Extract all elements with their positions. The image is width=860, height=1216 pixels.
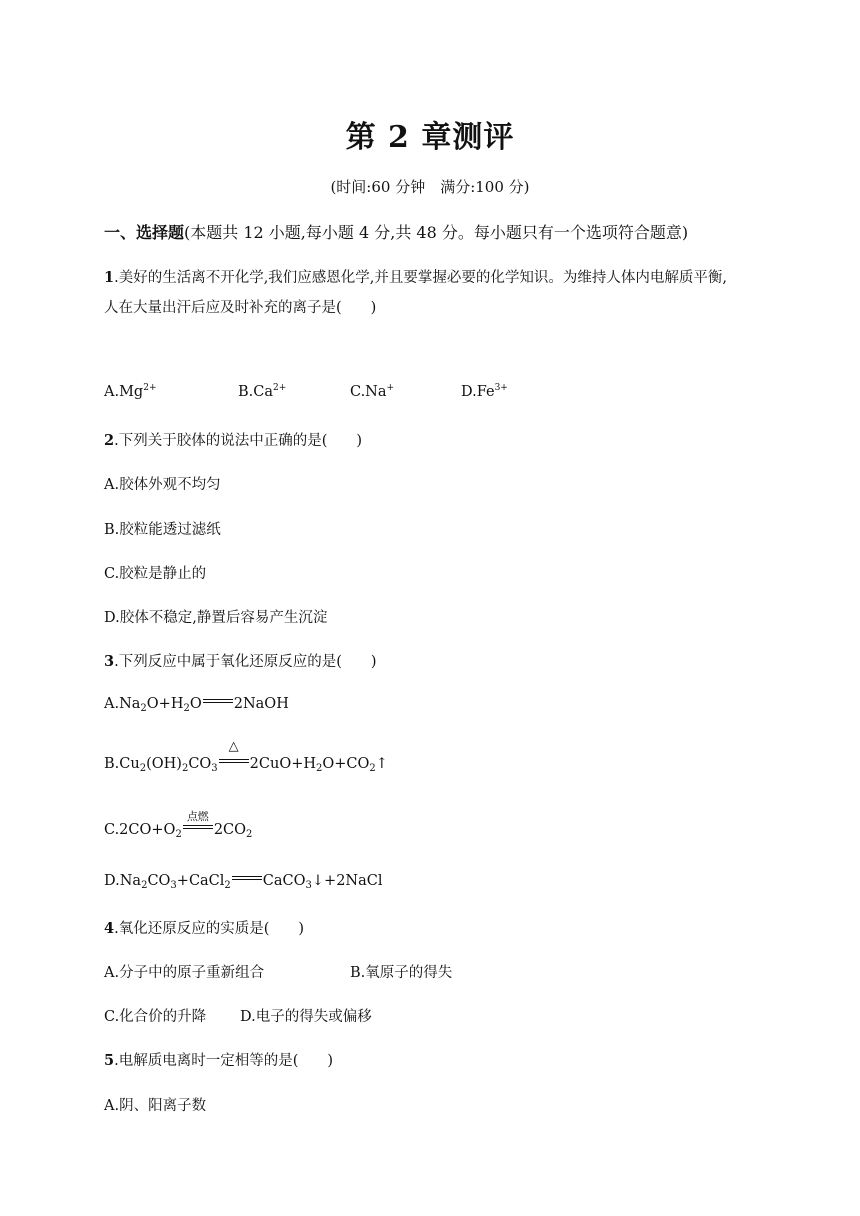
question-1-number: 1 [104,269,115,286]
question-1-option-a [104,384,157,400]
ignite-condition: 点燃 [186,810,209,823]
question-3-option-a: $A.Na_2O+H_2O$ 2NaOH [104,696,289,714]
option-d-charge: 3+ [494,383,508,393]
question-4-option-a: A.分子中的原子重新组合 [104,965,265,981]
question-4-option-d: D.电子的得失或偏移 [240,1009,372,1025]
question-1-option-b [238,384,286,400]
question-5-number: 5 [104,1052,115,1069]
section-heading [104,220,688,243]
question-1-option-c [350,384,394,400]
equals-sign-heat [219,739,249,766]
option-c-label: C.Na [350,384,387,400]
question-2-number: 2 [104,432,115,449]
question-2-option-d: D.胶体不稳定,静置后容易产生沉淀 [104,610,328,626]
question-2-option-c: C.胶粒是静止的 [104,566,207,582]
question-2-stem [104,429,362,450]
question-1-line-2: 人在大量出汗后应及时补充的离子是( ) [104,300,377,316]
question-5-option-a: A.阴、阳离子数 [104,1098,207,1114]
question-4-number: 4 [104,920,115,937]
question-2-option-a: A.胶体外观不均匀 [104,477,221,493]
question-3-text: .下列反应中属于氧化还原反应的是( ) [114,654,377,670]
question-5-text: .电解质电离时一定相等的是( ) [114,1053,334,1069]
question-1-text: .美好的生活离不开化学,我们应感恩化学,并且要掌握必要的化学知识。为维持人体内电解质平衡, [114,270,728,286]
question-3-stem [104,650,377,671]
option-a-charge: 2+ [143,383,157,393]
question-1-line-1 [104,266,727,287]
equals-sign [203,698,233,706]
question-4-stem [104,917,304,938]
exam-info: (时间:60 分钟 满分:100 分) [330,178,530,196]
question-3-number: 3 [104,653,115,670]
section-note: (本题共 12 小题,每小题 4 分,共 48 分。每小题只有一个选项符合题意) [184,223,689,242]
question-5-stem [104,1049,333,1070]
question-1-options [104,384,604,404]
question-4-options-row-1 [104,961,604,981]
question-3-option-c: $C.2CO+O_2$ 点燃 $2CO_2$ [104,810,253,840]
question-2-option-b: B.胶粒能透过滤纸 [104,522,221,538]
option-b-charge: 2+ [273,383,287,393]
question-4-option-b: B.氧原子的得失 [350,965,453,981]
option-d-label: D.Fe [461,384,495,400]
section-label: 一、选择题 [104,223,185,242]
option-c-charge: + [386,383,395,393]
question-3-option-d: $D.Na_2CO_3+CaCl_2$ CaCO$_3$↓+2NaCl [104,873,383,891]
question-4-options-row-2 [104,1005,604,1025]
question-1-option-d [461,384,508,400]
heat-condition: △ [228,739,239,754]
question-4-option-c: C.化合价的升降 [104,1009,207,1025]
option-a-label: A.Mg [104,384,144,400]
equals-sign-ignite [183,810,213,832]
question-4-text: .氧化还原反应的实质是( ) [114,921,305,937]
question-2-text: .下列关于胶体的说法中正确的是( ) [114,433,363,449]
page-title: 第 2 章测评 [345,120,515,155]
option-b-label: B.Ca [238,384,274,400]
question-3-option-b: $B.Cu_2(OH)_2CO_3$ △ $2CuO+H_2O+CO_2↑$ [104,739,388,774]
equals-sign [232,875,262,883]
